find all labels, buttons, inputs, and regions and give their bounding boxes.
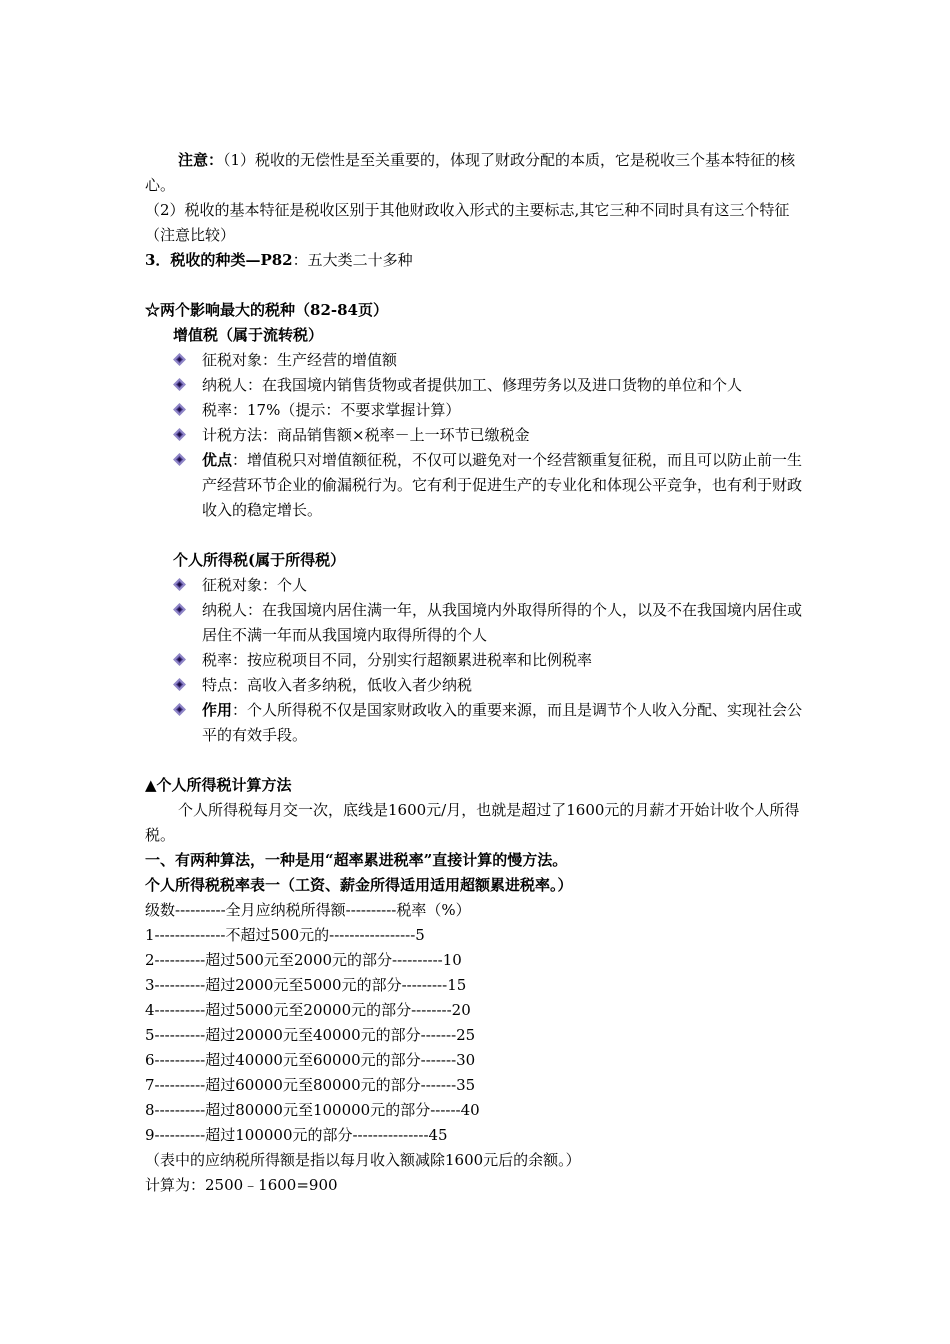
document-page — [145, 148, 810, 1198]
diamond-bullet-icon — [173, 428, 186, 441]
rate-table-title: 个人所得税税率表一（工资、薪金所得适用适用超额累进税率。） — [145, 876, 573, 894]
note-paragraph-1 — [145, 148, 810, 198]
list-item: 作用：个人所得税不仅是国家财政收入的重要来源，而且是调节个人收入分配、实现社会公平的有效手段。 — [145, 698, 810, 748]
diamond-bullet-icon — [173, 678, 186, 691]
section-3-text: ：五大类二十多种 — [292, 251, 413, 269]
list-item: 优点：增值税只对增值额征税，不仅可以避免对一个经营额重复征税，而且可以防止前一生产经营环节企业的偷漏税行为。它有利于促进生产的专业化和体现公平竞争，也有利于财政收入的稳定增长。 — [145, 448, 810, 523]
list-item: 税率：按应税项目不同，分别实行超额累进税率和比例税率 — [145, 648, 810, 673]
spacer — [145, 273, 810, 298]
note-text-1: （1）税收的无偿性是至关重要的，体现了财政分配的本质，它是税收三个基本特征的核心。 — [145, 151, 796, 194]
function-label: 作用 — [202, 701, 233, 719]
two-taxes-heading: ☆两个影响最大的税种（82-84页） — [145, 301, 388, 319]
vat-list — [145, 348, 810, 523]
diamond-bullet-icon — [173, 603, 186, 616]
method-1-heading: 一、有两种算法，一种是用“超率累进税率”直接计算的慢方法。 — [145, 851, 568, 869]
rate-table-note: （表中的应纳税所得额是指以每月收入额减除1600元后的余额。） — [145, 1151, 581, 1169]
list-item: 纳税人：在我国境内居住满一年，从我国境内外取得所得的个人，以及不在我国境内居住或居住不满一年而从我国境内取得所得的个人 — [145, 598, 810, 648]
diamond-bullet-icon — [173, 403, 186, 416]
diamond-bullet-icon — [173, 378, 186, 391]
list-item: 征税对象：生产经营的增值额 — [145, 348, 810, 373]
advantage-label: 优点 — [202, 451, 233, 469]
rate-table-header: 级数----------全月应纳税所得额----------税率（%） — [145, 901, 471, 919]
pit-list — [145, 573, 810, 748]
rate-table-row: 5----------超过20000元至40000元的部分-------25 — [145, 1026, 476, 1044]
list-item: 征税对象：个人 — [145, 573, 810, 598]
calc-example: 计算为：2500﹣1600=900 — [145, 1176, 338, 1194]
diamond-bullet-icon — [173, 453, 186, 466]
list-item: 税率：17%（提示：不要求掌握计算） — [145, 398, 810, 423]
rate-table-row: 1--------------不超过500元的-----------------5 — [145, 926, 425, 944]
calc-heading: ▲个人所得税计算方法 — [145, 776, 292, 794]
diamond-bullet-icon — [173, 353, 186, 366]
spacer — [145, 748, 810, 773]
vat-title: 增值税（属于流转税） — [173, 326, 324, 344]
rate-table-row: 8----------超过80000元至100000元的部分------40 — [145, 1101, 480, 1119]
diamond-bullet-icon — [173, 653, 186, 666]
section-3-heading: 3．税收的种类—P82 — [145, 251, 293, 269]
rate-table-row: 7----------超过60000元至80000元的部分-------35 — [145, 1076, 476, 1094]
list-item: 特点：高收入者多纳税，低收入者少纳税 — [145, 673, 810, 698]
calc-intro: 个人所得税每月交一次，底线是1600元/月，也就是超过了1600元的月薪才开始计收个人所得税。 — [145, 801, 800, 844]
note-paragraph-2: （2）税收的基本特征是税收区别于其他财政收入形式的主要标志,其它三种不同时具有这三个特征（注意比较） — [145, 201, 790, 244]
rate-table-row: 3----------超过2000元至5000元的部分---------15 — [145, 976, 467, 994]
list-item: 纳税人：在我国境内销售货物或者提供加工、修理劳务以及进口货物的单位和个人 — [145, 373, 810, 398]
diamond-bullet-icon — [173, 703, 186, 716]
spacer — [145, 523, 810, 548]
section-3-line — [145, 248, 810, 273]
note-label: 注意： — [178, 151, 224, 169]
rate-table-row: 2----------超过500元至2000元的部分----------10 — [145, 951, 462, 969]
pit-title: 个人所得税(属于所得税） — [173, 551, 346, 569]
rate-table-row: 6----------超过40000元至60000元的部分-------30 — [145, 1051, 476, 1069]
rate-table-row: 9----------超过100000元的部分---------------45 — [145, 1126, 448, 1144]
diamond-bullet-icon — [173, 578, 186, 591]
list-item: 计税方法：商品销售额×税率－上一环节已缴税金 — [145, 423, 810, 448]
rate-table-row: 4----------超过5000元至20000元的部分--------20 — [145, 1001, 471, 1019]
